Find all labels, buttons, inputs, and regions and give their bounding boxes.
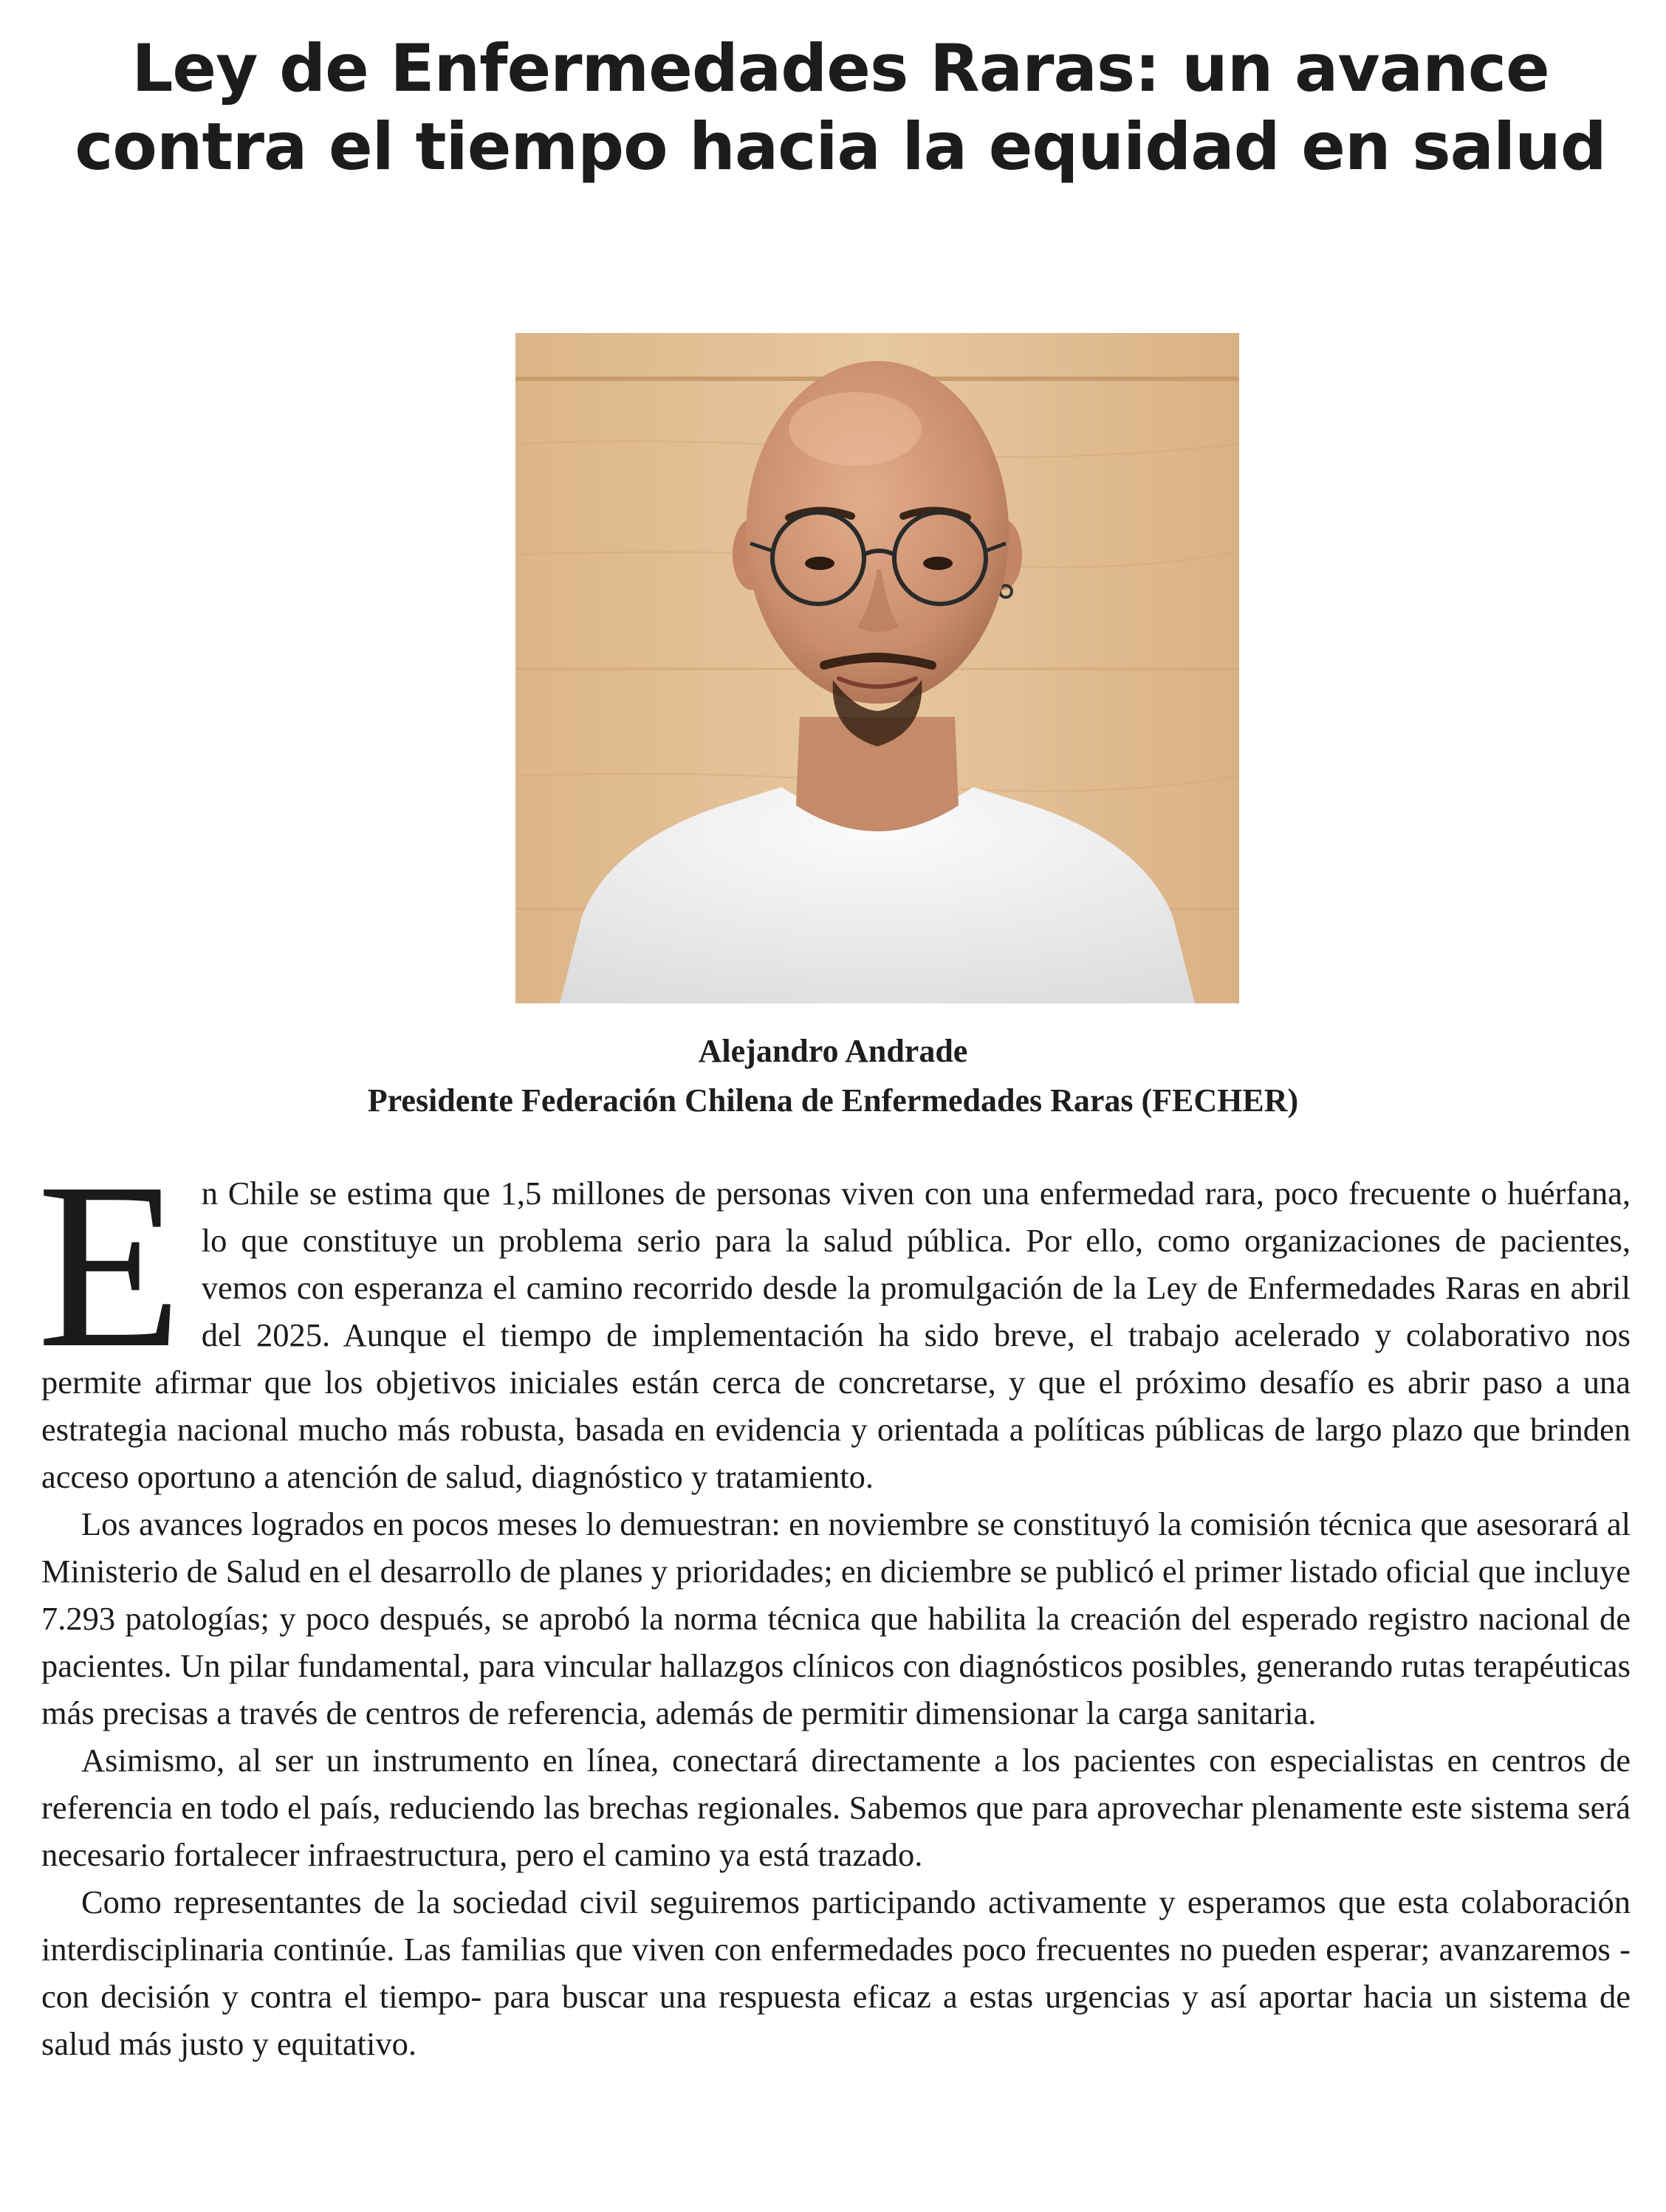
author-name: Alejandro Andrade [698, 1033, 968, 1069]
paragraph-1 [37, 1133, 1631, 1500]
article-title: Ley de Enfermedades Raras: un avance contra el tiempo hacia la equidad en salud [75, 30, 1606, 185]
paragraph-3: Asimismo, al ser un instrumento en línea, conectará directamente a los pacientes con especialistas en centros de referencia en todo el país, reduciendo las brechas regionales. Sabemos que para aprovechar plenamente este sistema será necesario fortalecer infraestructura, pero el camino ya está trazado. [41, 1742, 1631, 1873]
paragraph-4: Como representantes de la sociedad civil seguiremos participando activamente y esperamos que esta colaboración interdisciplinaria continúe. Las familias que viven con enfermedades poco frecuentes no pueden esperar; avanzaremos -con decisión y contra el tiempo- para buscar una respuesta eficaz a estas urgencias y así aportar hacia un sistema de salud más justo y equitativo. [41, 1883, 1631, 2062]
paragraph-2: Los avances logrados en pocos meses lo demuestran: en noviembre se constituyó la comisión técnica que asesorará al Ministerio de Salud en el desarrollo de planes y prioridades; en diciembre se publicó el primer listado oficial que incluye 7.293 patologías; y poco después, se aprobó la norma técnica que habilita la creación del esperado registro nacional de pacientes. Un pilar fundamental, para vincular hallazgos clínicos con diagnósticos posibles, generando rutas terapéuticas más precisas a través de centros de referencia, además de permitir dimensionar la carga sanitaria. [41, 1505, 1631, 1731]
portrait-illustration [515, 333, 1239, 1003]
paragraph-1-text: n Chile se estima que 1,5 millones de personas viven con una enfermedad rara, poco frecuente o huérfana, lo que constituye un problema serio para la salud pública. Por ello, como organizaciones de pacientes, vemos con esperanza el camino recorrido desde la promulgación de la Ley de Enfermedades Raras en abril del 2025. Aunque el tiempo de implementación ha sido breve, el trabajo acelerado y colaborativo nos permite afirmar que los objetivos iniciales están cerca de concretarse, y que el próximo desafío es abrir paso a una estrategia nacional mucho más robusta, basada en evidencia y orientada a políticas públicas de largo plazo que brinden acceso oportuno a atención de salud, diagnóstico y tratamiento. [41, 1175, 1631, 1495]
article-body [37, 1133, 1631, 2067]
author-role: Presidente Federación Chilena de Enfermedades Raras (FECHER) [367, 1082, 1299, 1119]
drop-cap: E [37, 1133, 182, 1397]
author-photo [515, 333, 1239, 1003]
